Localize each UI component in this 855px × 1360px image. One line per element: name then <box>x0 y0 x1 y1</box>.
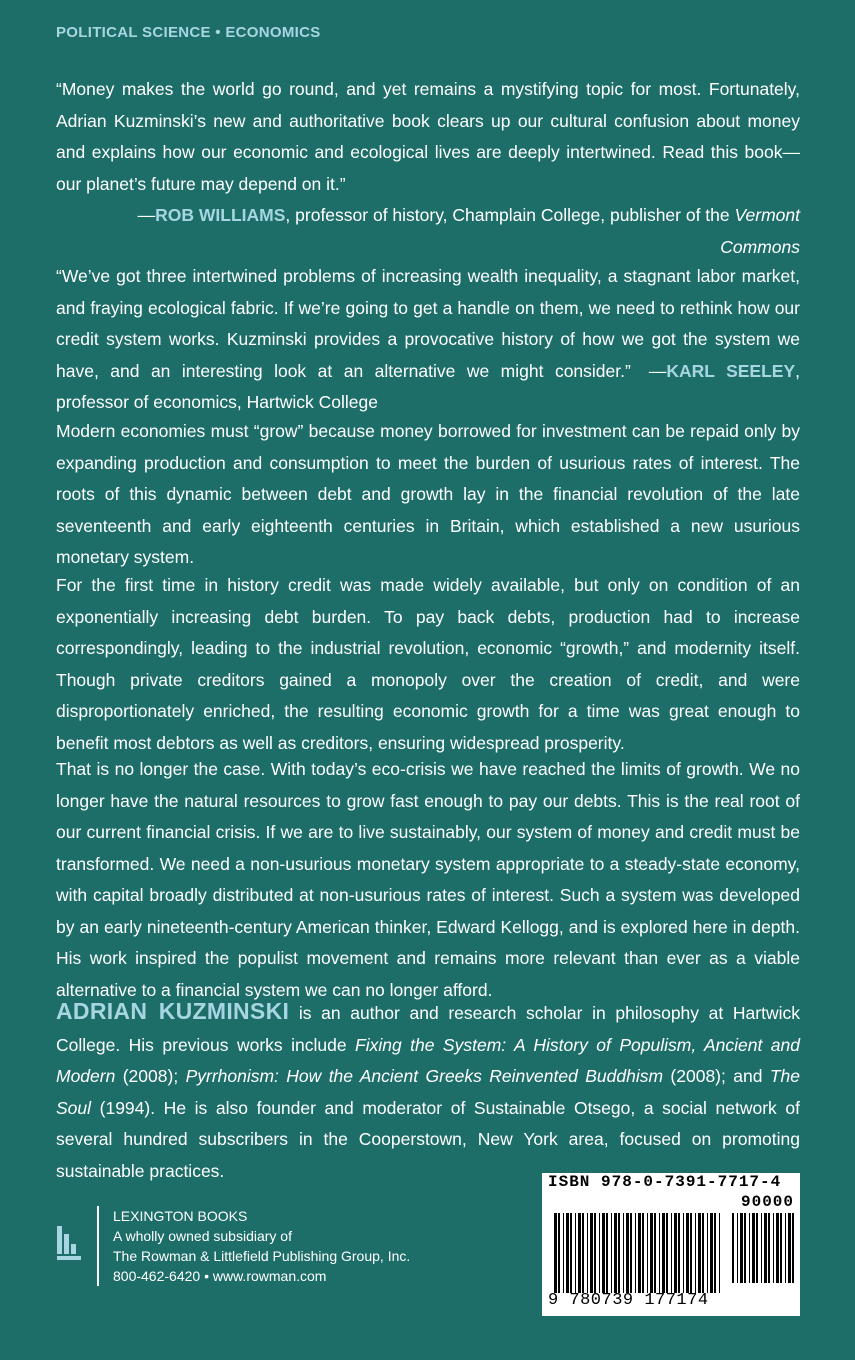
publisher-group: The Rowman & Littlefield Publishing Group, Inc. <box>113 1248 411 1264</box>
bio-text: is an author and research scholar in philosophy at Hartwick College. His previous works include <box>56 1003 801 1055</box>
description-paragraph: For the first time in history credit was made widely available, but only on condition of an exponentially increasing debt burden. To pay back debts, production had to increase correspondingly, leading to the industrial revolution, economic “growth,” and modernity itself. Though private creditors gained a monopoly over the creation of credit, and were disproportionately enriched, the resulting economic growth for a time was great enough to benefit most debtors as well as creditors, ensuring widespread prosperity. <box>56 575 800 753</box>
publisher-divider <box>97 1206 99 1286</box>
book-title: Pyrrhonism: How the Ancient Greeks Reinvented Buddhism <box>185 1066 664 1086</box>
endorser-title: , professor of history, Champlain College, publisher of the <box>285 205 735 225</box>
endorser-publication: Vermont Commons <box>720 205 800 257</box>
endorser-title: , professor of economics, Hartwick College <box>56 360 800 412</box>
attribution-dash: — <box>137 205 156 225</box>
endorser-name: KARL SEELEY <box>666 360 796 381</box>
barcode-number: 9 780739 177174 <box>548 1291 709 1310</box>
barcode-bars-main <box>554 1213 724 1293</box>
quote-text: “We’ve got three intertwined problems of increasing wealth inequality, a stagnant labor market, and fraying ecological fabric. If we’re going to get a handle on them, we need to rethink how our credit system works. Kuzminski provides a provocative history of how we got the system we have, and an interesting look at an alternative we might consider.” <box>56 266 800 381</box>
author-bio <box>56 996 800 1187</box>
isbn-label: ISBN 978-0-7391-7717-4 <box>548 1173 782 1191</box>
publisher-contact: 800-462-6420 • www.rowman.com <box>113 1268 327 1284</box>
endorsement-quote-1 <box>56 74 800 263</box>
attribution-dash: — <box>648 360 667 381</box>
publisher-logo-icon <box>55 1226 89 1286</box>
barcode-bars-addon <box>732 1213 796 1283</box>
publisher-block <box>55 1206 410 1286</box>
publisher-info <box>113 1206 410 1286</box>
publisher-subsidiary: A wholly owned subsidiary of <box>113 1228 292 1244</box>
bio-text: (2008); and <box>663 1066 770 1086</box>
isbn-barcode <box>542 1173 800 1316</box>
quote-attribution <box>56 200 800 263</box>
description-paragraph: That is no longer the case. With today’s eco-crisis we have reached the limits of growth. We no longer have the natural resources to grow fast enough to pay our debts. This is the real root of our current financial crisis. If we are to live sustainably, our system of money and credit must be transformed. We need a non-usurious monetary system appropriate to a steady-state economy, with capital broadly distributed at non-usurious rates of interest. Such a system was developed by an early nineteenth-century American thinker, Edward Kellogg, and is explored here in depth. His work inspired the populist movement and remains more relevant than ever as a viable alternative to a financial system we can no longer afford. <box>56 759 800 1000</box>
bio-text: (2008); <box>115 1066 186 1086</box>
bio-text: (1994). He is also founder and moderator of Sustainable Otsego, a social network of several hundred subscribers in the Cooperstown, New York area, focused on promoting sustainable practices. <box>56 1097 800 1181</box>
quote-text: “Money makes the world go round, and yet remains a mystifying topic for most. Fortunately, Adrian Kuzminski’s new and authoritative book clears up our cultural confusion about money and explains how our economic and ecological lives are deeply intertwined. Read this book—our planet’s future may depend on it.” <box>56 79 800 194</box>
publisher-name: LEXINGTON BOOKS <box>113 1208 248 1224</box>
price-code: 90000 <box>740 1193 794 1211</box>
author-name: ADRIAN KUZMINSKI <box>56 998 290 1024</box>
book-title: The Soul <box>56 1066 800 1118</box>
description-paragraph: Modern economies must “grow” because money borrowed for investment can be repaid only by expanding production and consumption to meet the burden of usurious rates of interest. The roots of this dynamic between debt and growth lay in the financial revolution of the late seventeenth and early eighteenth centuries in Britain, which established a new usurious monetary system. <box>56 421 800 567</box>
book-title: Fixing the System: A History of Populism, Ancient and Modern <box>56 1034 800 1086</box>
endorsement-quote-2 <box>56 261 800 419</box>
category-label: POLITICAL SCIENCE • ECONOMICS <box>56 24 321 41</box>
endorser-name: ROB WILLIAMS <box>155 205 286 225</box>
